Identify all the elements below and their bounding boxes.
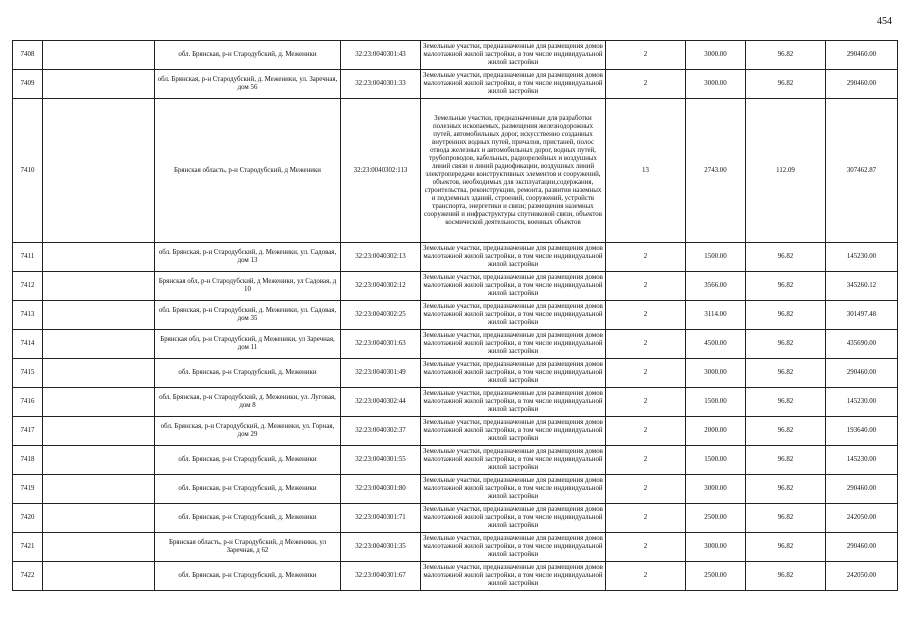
area-cell: 2500.00 (686, 504, 746, 533)
rate-cell: 96.82 (746, 475, 826, 504)
table-row (13, 475, 898, 504)
category-code-cell: 2 (606, 388, 686, 417)
cadastral-number-cell: 32:23:0040301:33 (341, 70, 421, 99)
category-code-cell: 2 (606, 533, 686, 562)
cadastral-number-cell: 32:23:0040301:49 (341, 359, 421, 388)
address-cell: обл. Брянская, р-н Стародубский, д. Меженики, ул. Луговая, дом 8 (155, 388, 341, 417)
address-cell: Брянская область, р-н Стародубский, д Меженики (155, 99, 341, 243)
blank-cell (43, 70, 155, 99)
cadastral-value-cell: 435690.00 (826, 330, 898, 359)
category-code-cell: 2 (606, 301, 686, 330)
blank-cell (43, 41, 155, 70)
address-cell: обл. Брянская, р-н Стародубский, д. Меженики, ул. Садовая, дом 35 (155, 301, 341, 330)
cadastral-number-cell: 32:23:0040302:113 (341, 99, 421, 243)
address-cell: обл. Брянская, р-н Стародубский, д. Меженики, ул. Заречная, дом 56 (155, 70, 341, 99)
land-purpose-cell: Земельные участки, предназначенные для размещения домов малоэтажной жилой застройки, в том числе индивидуальной жилой застройки (421, 330, 606, 359)
land-purpose-cell: Земельные участки, предназначенные для размещения домов малоэтажной жилой застройки, в том числе индивидуальной жилой застройки (421, 70, 606, 99)
area-cell: 3000.00 (686, 475, 746, 504)
row-number-cell: 7413 (13, 301, 43, 330)
table-row (13, 446, 898, 475)
category-code-cell: 2 (606, 359, 686, 388)
address-cell: обл. Брянская, р-н Стародубский, д. Меженики (155, 446, 341, 475)
cadastral-number-cell: 32:23:0040301:63 (341, 330, 421, 359)
row-number-cell: 7419 (13, 475, 43, 504)
area-cell: 3000.00 (686, 41, 746, 70)
address-cell: обл. Брянская, р-н Стародубский, д. Меженики, ул. Горная, дом 29 (155, 417, 341, 446)
land-purpose-cell: Земельные участки, предназначенные для размещения домов малоэтажной жилой застройки, в том числе индивидуальной жилой застройки (421, 388, 606, 417)
blank-cell (43, 330, 155, 359)
rate-cell: 96.82 (746, 562, 826, 591)
area-cell: 3000.00 (686, 533, 746, 562)
blank-cell (43, 533, 155, 562)
land-purpose-cell: Земельные участки, предназначенные для разработки полезных ископаемых, размещения железнодорожных путей, автомобильных дорог, искусственно созданных внутренних водных путей, причалов, пристаней, полос отвода железных и автомобильных дорог, водных путей, трубопроводов, кабельных, радиорелейных и воздушных линий связи и линий радиофикации, воздушных линий электропередачи конструктивных элементов и сооружений, объектов, необходимых для эксплуатации,содержания, строительства, реконструкции, ремонта, развития наземных и подземных зданий, строений, сооружений, устройств транспорта, энергетики и связи; размещения наземных сооружений и инфраструктуры спутниковой связи, объектов космической деятельности, военных объектов (421, 99, 606, 243)
table-body (13, 41, 898, 591)
category-code-cell: 2 (606, 243, 686, 272)
land-purpose-cell: Земельные участки, предназначенные для размещения домов малоэтажной жилой застройки, в том числе индивидуальной жилой застройки (421, 533, 606, 562)
blank-cell (43, 475, 155, 504)
page-number: 454 (877, 16, 892, 27)
table-row (13, 243, 898, 272)
area-cell: 3000.00 (686, 359, 746, 388)
address-cell: обл. Брянская, р-н Стародубский, д. Меженики, ул. Садовая, дом 13 (155, 243, 341, 272)
rate-cell: 96.82 (746, 359, 826, 388)
cadastral-value-cell: 145230.00 (826, 446, 898, 475)
address-cell: обл. Брянская, р-н Стародубский, д. Меженики (155, 562, 341, 591)
category-code-cell: 2 (606, 475, 686, 504)
cadastral-value-cell: 193640.00 (826, 417, 898, 446)
area-cell: 1500.00 (686, 446, 746, 475)
cadastral-value-cell: 301497.48 (826, 301, 898, 330)
table-row (13, 388, 898, 417)
table-row (13, 562, 898, 591)
cadastral-number-cell: 32:23:0040302:13 (341, 243, 421, 272)
blank-cell (43, 504, 155, 533)
land-purpose-cell: Земельные участки, предназначенные для размещения домов малоэтажной жилой застройки, в том числе индивидуальной жилой застройки (421, 504, 606, 533)
address-cell: Брянская обл, р-н Стародубский, д Меженики, ул Садовая, д 10 (155, 272, 341, 301)
category-code-cell: 2 (606, 446, 686, 475)
table-row (13, 41, 898, 70)
row-number-cell: 7420 (13, 504, 43, 533)
address-cell: обл. Брянская, р-н Стародубский, д. Меженики (155, 41, 341, 70)
area-cell: 1500.00 (686, 388, 746, 417)
cadastral-value-cell: 307462.87 (826, 99, 898, 243)
blank-cell (43, 562, 155, 591)
address-cell: обл. Брянская, р-н Стародубский, д. Меженики (155, 475, 341, 504)
cadastral-value-cell: 242050.00 (826, 504, 898, 533)
row-number-cell: 7414 (13, 330, 43, 359)
area-cell: 2500.00 (686, 562, 746, 591)
blank-cell (43, 243, 155, 272)
cadastral-number-cell: 32:23:0040301:71 (341, 504, 421, 533)
cadastral-value-cell: 290460.00 (826, 70, 898, 99)
blank-cell (43, 272, 155, 301)
rate-cell: 96.82 (746, 417, 826, 446)
cadastral-value-cell: 290460.00 (826, 41, 898, 70)
land-purpose-cell: Земельные участки, предназначенные для размещения домов малоэтажной жилой застройки, в том числе индивидуальной жилой застройки (421, 41, 606, 70)
row-number-cell: 7417 (13, 417, 43, 446)
cadastral-number-cell: 32:23:0040301:67 (341, 562, 421, 591)
land-purpose-cell: Земельные участки, предназначенные для размещения домов малоэтажной жилой застройки, в том числе индивидуальной жилой застройки (421, 301, 606, 330)
row-number-cell: 7410 (13, 99, 43, 243)
rate-cell: 96.82 (746, 330, 826, 359)
land-purpose-cell: Земельные участки, предназначенные для размещения домов малоэтажной жилой застройки, в том числе индивидуальной жилой застройки (421, 417, 606, 446)
land-purpose-cell: Земельные участки, предназначенные для размещения домов малоэтажной жилой застройки, в том числе индивидуальной жилой застройки (421, 272, 606, 301)
land-purpose-cell: Земельные участки, предназначенные для размещения домов малоэтажной жилой застройки, в том числе индивидуальной жилой застройки (421, 243, 606, 272)
blank-cell (43, 417, 155, 446)
cadastral-number-cell: 32:23:0040301:43 (341, 41, 421, 70)
row-number-cell: 7409 (13, 70, 43, 99)
rate-cell: 96.82 (746, 272, 826, 301)
blank-cell (43, 446, 155, 475)
table-row (13, 70, 898, 99)
table-row (13, 533, 898, 562)
cadastral-value-cell: 345260.12 (826, 272, 898, 301)
table-row (13, 330, 898, 359)
blank-cell (43, 359, 155, 388)
rate-cell: 112.09 (746, 99, 826, 243)
row-number-cell: 7422 (13, 562, 43, 591)
cadastral-value-cell: 290460.00 (826, 475, 898, 504)
row-number-cell: 7408 (13, 41, 43, 70)
land-parcel-table (12, 40, 898, 591)
cadastral-number-cell: 32:23:0040302:37 (341, 417, 421, 446)
cadastral-number-cell: 32:23:0040302:44 (341, 388, 421, 417)
area-cell: 4500.00 (686, 330, 746, 359)
cadastral-value-cell: 290460.00 (826, 533, 898, 562)
rate-cell: 96.82 (746, 388, 826, 417)
table-row (13, 359, 898, 388)
area-cell: 3566.00 (686, 272, 746, 301)
address-cell: обл. Брянская, р-н Стародубский, д. Меженики (155, 359, 341, 388)
table-row (13, 272, 898, 301)
rate-cell: 96.82 (746, 70, 826, 99)
area-cell: 2743.00 (686, 99, 746, 243)
cadastral-number-cell: 32:23:0040301:35 (341, 533, 421, 562)
area-cell: 3000.00 (686, 70, 746, 99)
rate-cell: 96.82 (746, 446, 826, 475)
blank-cell (43, 301, 155, 330)
area-cell: 1500.00 (686, 243, 746, 272)
table-row (13, 99, 898, 243)
area-cell: 2000.00 (686, 417, 746, 446)
category-code-cell: 13 (606, 99, 686, 243)
land-purpose-cell: Земельные участки, предназначенные для размещения домов малоэтажной жилой застройки, в том числе индивидуальной жилой застройки (421, 562, 606, 591)
category-code-cell: 2 (606, 504, 686, 533)
row-number-cell: 7412 (13, 272, 43, 301)
cadastral-number-cell: 32:23:0040302:12 (341, 272, 421, 301)
cadastral-value-cell: 145230.00 (826, 388, 898, 417)
rate-cell: 96.82 (746, 301, 826, 330)
cadastral-value-cell: 290460.00 (826, 359, 898, 388)
table-row (13, 417, 898, 446)
row-number-cell: 7421 (13, 533, 43, 562)
cadastral-number-cell: 32:23:0040302:25 (341, 301, 421, 330)
cadastral-value-cell: 242050.00 (826, 562, 898, 591)
row-number-cell: 7411 (13, 243, 43, 272)
rate-cell: 96.82 (746, 533, 826, 562)
address-cell: обл. Брянская, р-н Стародубский, д. Меженики (155, 504, 341, 533)
category-code-cell: 2 (606, 272, 686, 301)
blank-cell (43, 388, 155, 417)
cadastral-value-cell: 145230.00 (826, 243, 898, 272)
rate-cell: 96.82 (746, 504, 826, 533)
table-row (13, 504, 898, 533)
rate-cell: 96.82 (746, 41, 826, 70)
address-cell: Брянская область, р-н Стародубский, д Меженики, ул Заречная, д 62 (155, 533, 341, 562)
row-number-cell: 7418 (13, 446, 43, 475)
category-code-cell: 2 (606, 330, 686, 359)
category-code-cell: 2 (606, 41, 686, 70)
row-number-cell: 7416 (13, 388, 43, 417)
cadastral-number-cell: 32:23:0040301:80 (341, 475, 421, 504)
area-cell: 3114.00 (686, 301, 746, 330)
category-code-cell: 2 (606, 417, 686, 446)
cadastral-number-cell: 32:23:0040301:55 (341, 446, 421, 475)
land-purpose-cell: Земельные участки, предназначенные для размещения домов малоэтажной жилой застройки, в том числе индивидуальной жилой застройки (421, 359, 606, 388)
land-purpose-cell: Земельные участки, предназначенные для размещения домов малоэтажной жилой застройки, в том числе индивидуальной жилой застройки (421, 446, 606, 475)
rate-cell: 96.82 (746, 243, 826, 272)
land-purpose-cell: Земельные участки, предназначенные для размещения домов малоэтажной жилой застройки, в том числе индивидуальной жилой застройки (421, 475, 606, 504)
blank-cell (43, 99, 155, 243)
address-cell: Брянская обл, р-н Стародубский, д Меженики, ул Заречная, дом 11 (155, 330, 341, 359)
category-code-cell: 2 (606, 562, 686, 591)
category-code-cell: 2 (606, 70, 686, 99)
table-row (13, 301, 898, 330)
row-number-cell: 7415 (13, 359, 43, 388)
